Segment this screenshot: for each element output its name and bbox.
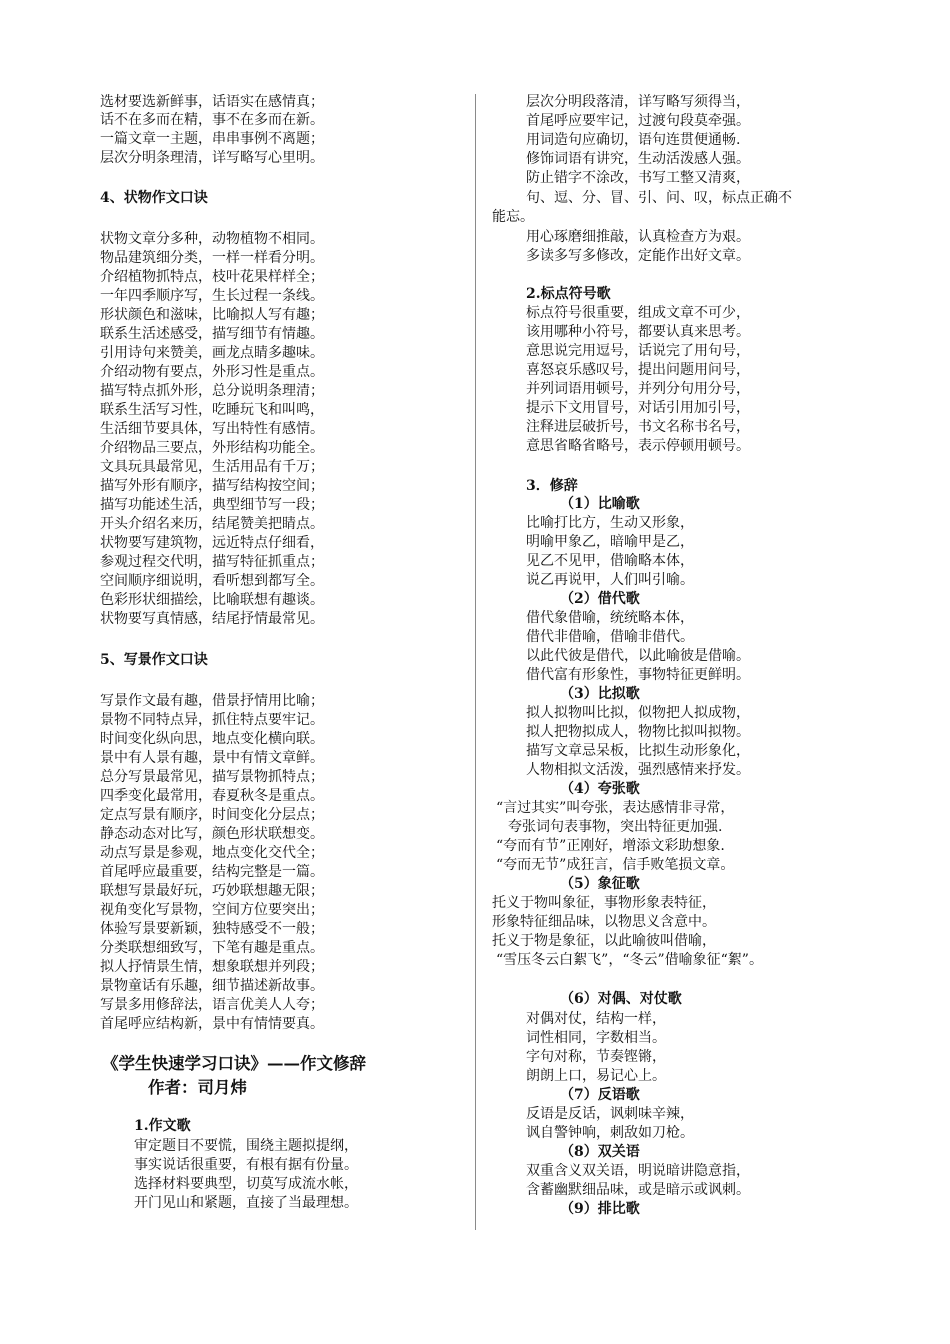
text-line: 空间顺序细说明，看听想到都写全。: [100, 573, 324, 589]
text-line: 视角变化写景物，空间方位要突出；: [100, 902, 324, 918]
section-heading: 2.标点符号歌: [526, 286, 611, 302]
section-heading: 4、状物作文口诀: [100, 190, 208, 206]
text-line: “夸而有节”正刚好，增添文彩助想象.: [496, 838, 725, 854]
text-line: 联系生活述感受，描写细节有情趣。: [100, 326, 324, 342]
text-line: 拟人把物拟成人，物物比拟叫拟物。: [526, 724, 750, 740]
text-line: 形状颜色和滋味，比喻拟人写有趣；: [100, 307, 324, 323]
text-line: 修饰词语有讲究，生动活泼感人强。: [526, 151, 750, 167]
text-line: 形象特征细品味，以物思义含意中。: [492, 914, 716, 930]
text-line: 借代非借喻，借喻非借代。: [526, 629, 694, 645]
text-line: 景物童话有乐趣，细节描述新故事。: [100, 978, 324, 994]
text-line: 引用诗句来赞美，画龙点睛多趣味。: [100, 345, 324, 361]
text-line: 借代象借喻，统统略本体，: [526, 610, 694, 626]
text-line: 多读多写多修改，定能作出好文章。: [526, 248, 750, 264]
text-line: 比喻打比方，生动又形象，: [526, 515, 694, 531]
text-line: 防止错字不涂改，书写工整又清爽，: [526, 170, 750, 186]
text-line: 描写外形有顺序，描写结构按空间；: [100, 478, 324, 494]
text-line: 景物不同特点异，抓住特点要牢记。: [100, 712, 324, 728]
text-line: 用词造句应确切，语句连贯便通畅.: [526, 132, 741, 148]
text-line: 话不在多而在精，事不在多而在新。: [100, 112, 324, 128]
subsection-heading: （3）比拟歌: [560, 686, 640, 702]
text-line: 状物文章分多种，动物植物不相同。: [100, 231, 324, 247]
text-line: 托义于物是象征，以此喻彼叫借喻，: [492, 933, 716, 949]
text-line: 借代富有形象性，事物特征更鲜明。: [526, 667, 750, 683]
text-line: 状物要写真情感，结尾抒情最常见。: [100, 611, 324, 627]
text-line: 定点写景有顺序，时间变化分层点；: [100, 807, 324, 823]
book-title: 《学生快速学习口诀》——作文修辞: [102, 1054, 366, 1073]
text-line: 联系生活写习性，吃睡玩飞和叫鸣，: [100, 402, 324, 418]
text-line: 首尾呼应要牢记，过渡句段莫牵强。: [526, 113, 750, 129]
text-line: 景中有人景有趣，景中有情文章鲜。: [100, 750, 324, 766]
text-line: 开头介绍名来历，结尾赞美把睛点。: [100, 516, 324, 532]
subsection-heading: （6）对偶、对仗歌: [560, 991, 682, 1007]
text-line: 写景作文最有趣，借景抒情用比喻；: [100, 693, 324, 709]
text-line: “夸而无节”成狂言，信手败笔损文章。: [496, 857, 735, 873]
text-line: 提示下文用冒号，对话引用加引号，: [526, 400, 750, 416]
text-line: 介绍植物抓特点，枝叶花果样样全；: [100, 269, 324, 285]
text-line: 介绍物品三要点，外形结构功能全。: [100, 440, 324, 456]
text-line: 色彩形状细描绘，比喻联想有趣谈。: [100, 592, 324, 608]
text-line: “言过其实”叫夸张，表达感情非寻常，: [496, 800, 735, 816]
text-line: 首尾呼应结构新，景中有情情要真。: [100, 1016, 324, 1032]
text-line: 句、逗、分、冒、引、问、叹，标点正确不: [526, 190, 792, 206]
text-line: 文具玩具最常见，生活用品有千万；: [100, 459, 324, 475]
text-line: 拟人抒情景生情，想象联想并列段；: [100, 959, 324, 975]
text-line: 标点符号很重要，组成文章不可少，: [526, 305, 750, 321]
text-line: 开门见山和紧题，直接了当最理想。: [134, 1195, 358, 1211]
text-line: 对偶对仗，结构一样，: [526, 1011, 666, 1027]
text-line: 参观过程交代明，描写特征抓重点；: [100, 554, 324, 570]
column-divider: [475, 94, 476, 1230]
text-line: 托义于物叫象征，事物形象表特征，: [492, 895, 716, 911]
text-line: 讽自警钟响，刺敌如刀枪。: [526, 1125, 694, 1141]
text-line: 意思省略省略号，表示停顿用顿号。: [526, 438, 750, 454]
subsection-heading: （1）比喻歌: [560, 496, 640, 512]
text-line: 词性相同，字数相当。: [526, 1030, 666, 1046]
text-line: 写景多用修辞法，语言优美人人夸；: [100, 997, 324, 1013]
text-line: 描写文章忌呆板，比拟生动形象化，: [526, 743, 750, 759]
text-line: 时间变化纵向思，地点变化横向联。: [100, 731, 324, 747]
text-line: 首尾呼应最重要，结构完整是一篇。: [100, 864, 324, 880]
text-line: 动点写景是参观，地点变化交代全；: [100, 845, 324, 861]
text-line: 一年四季顺序写，生长过程一条线。: [100, 288, 324, 304]
text-line: 分类联想细致写，下笔有趣是重点。: [100, 940, 324, 956]
text-line: 总分写景最常见，描写景物抓特点；: [100, 769, 324, 785]
text-line: 选材要选新鲜事，话语实在感情真；: [100, 94, 324, 110]
text-line: 意思说完用逗号，话说完了用句号，: [526, 343, 750, 359]
subsection-heading: （9）排比歌: [560, 1201, 640, 1217]
section-heading: 1.作文歌: [134, 1118, 191, 1134]
text-line: 静态动态对比写，颜色形状联想变。: [100, 826, 324, 842]
text-line: 朗朗上口，易记心上。: [526, 1068, 666, 1084]
text-line: 说乙再说甲，人们叫引喻。: [526, 572, 694, 588]
text-line: 状物要写建筑物，远近特点仔细看，: [100, 535, 324, 551]
text-line: 喜怒哀乐感叹号，提出问题用问号，: [526, 362, 750, 378]
text-line: 生活细节要具体，写出特性有感情。: [100, 421, 324, 437]
text-line: 见乙不见甲，借喻略本体，: [526, 553, 694, 569]
text-line: 字句对称，节奏铿锵，: [526, 1049, 666, 1065]
text-line: 以此代彼是借代，以此喻彼是借喻。: [526, 648, 750, 664]
text-line: 物品建筑细分类，一样一样看分明。: [100, 250, 324, 266]
text-line: 描写功能述生活，典型细节写一段；: [100, 497, 324, 513]
text-line: 选择材料要典型，切莫写成流水帐，: [134, 1176, 358, 1192]
text-line: 体验写景要新颖，独特感受不一般；: [100, 921, 324, 937]
text-line: 注释进层破折号，书文名称书名号，: [526, 419, 750, 435]
text-line: 四季变化最常用，春夏秋冬是重点。: [100, 788, 324, 804]
section-heading: 3．修辞: [526, 478, 578, 494]
text-line: 该用哪种小符号，都要认真来思考。: [526, 324, 750, 340]
author-line: 作者：司月炜: [148, 1078, 247, 1097]
text-line: 并列词语用顿号，并列分句用分号，: [526, 381, 750, 397]
subsection-heading: （4）夸张歌: [560, 781, 640, 797]
text-line: 含蓄幽默细品味，或是暗示或讽刺。: [526, 1182, 750, 1198]
subsection-heading: （8）双关语: [560, 1144, 640, 1160]
text-line: 介绍动物有要点，外形习性是重点。: [100, 364, 324, 380]
text-line: 明喻甲象乙，暗喻甲是乙，: [526, 534, 694, 550]
text-line: 层次分明条理清，详写略写心里明。: [100, 150, 324, 166]
text-line: 联想写景最好玩，巧妙联想趣无限；: [100, 883, 324, 899]
subsection-heading: （5）象征歌: [560, 876, 640, 892]
text-line: 夸张词句表事物，突出特征更加强.: [508, 819, 723, 835]
text-line: 审定题目不要慌，围绕主题拟提纲，: [134, 1138, 358, 1154]
text-line: 用心琢磨细推敲，认真检查方为艰。: [526, 229, 750, 245]
text-line: 拟人拟物叫比拟，似物把人拟成物，: [526, 705, 750, 721]
text-line: 事实说话很重要，有根有据有份量。: [134, 1157, 358, 1173]
section-heading: 5、写景作文口诀: [100, 652, 208, 668]
text-line: 双重含义双关语，明说暗讲隐意指，: [526, 1163, 750, 1179]
text-line: 层次分明段落清，详写略写须得当，: [526, 94, 750, 110]
subsection-heading: （7）反语歌: [560, 1087, 640, 1103]
subsection-heading: （2）借代歌: [560, 591, 640, 607]
text-line: 反语是反话，讽刺味辛辣，: [526, 1106, 694, 1122]
text-line: 人物相拟文活泼，强烈感情来抒发。: [526, 762, 750, 778]
text-line: “雪压冬云白絮飞”，“冬云”借喻象征“絮”。: [496, 952, 763, 968]
text-line: 能忘。: [492, 209, 534, 225]
text-line: 描写特点抓外形，总分说明条理清；: [100, 383, 324, 399]
text-line: 一篇文章一主题，串串事例不离题；: [100, 131, 324, 147]
